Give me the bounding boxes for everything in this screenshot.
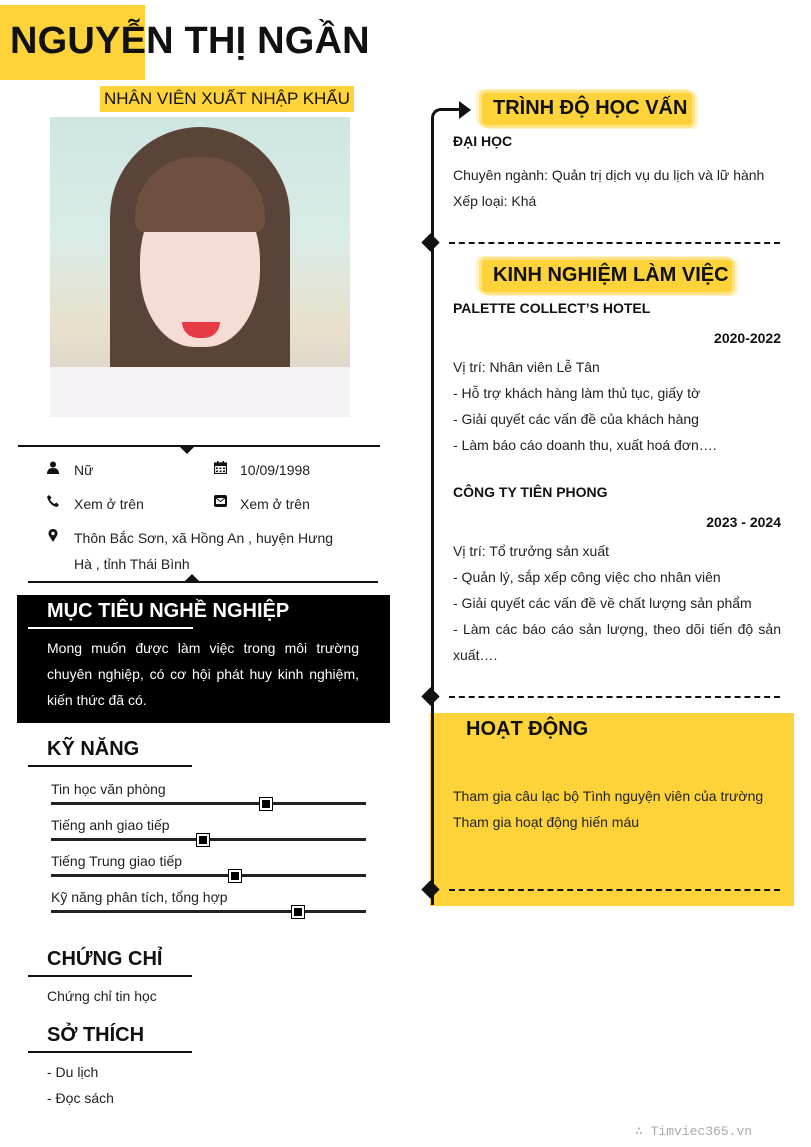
map-marker-icon bbox=[46, 529, 60, 543]
job-duty: - Làm các báo cáo sản lượng, theo dõi tiến độ sản xuất…. bbox=[453, 621, 781, 663]
job-position: Vị trí: Nhân viên Lễ Tân bbox=[453, 359, 600, 375]
certificates-title: CHỨNG CHỈ bbox=[47, 948, 163, 970]
skill-label: Tin học văn phòng bbox=[51, 781, 166, 797]
skill-level-marker bbox=[197, 834, 209, 846]
job-position: Vị trí: Tổ trưởng sản xuất bbox=[453, 543, 610, 559]
profile-photo bbox=[50, 117, 350, 417]
company-name: PALETTE COLLECT’S HOTEL bbox=[453, 300, 651, 316]
skills-underline bbox=[28, 765, 192, 767]
objective-underline bbox=[28, 627, 193, 629]
certificates-underline bbox=[28, 975, 192, 977]
skill-level-marker bbox=[229, 870, 241, 882]
activity-item: Tham gia hoạt động hiến máu bbox=[453, 814, 640, 830]
skill-bar bbox=[51, 802, 366, 805]
objective-section bbox=[17, 595, 390, 723]
dashed-separator bbox=[449, 889, 780, 891]
address-line-1: Thôn Bắc Sơn, xã Hồng An , huyện Hưng bbox=[74, 530, 334, 546]
job-duty: - Hỗ trợ khách hàng làm thủ tục, giấy tờ bbox=[453, 385, 701, 401]
envelope-icon bbox=[213, 495, 227, 509]
education-rank: Xếp loại: Khá bbox=[453, 193, 537, 209]
dashed-separator bbox=[449, 696, 780, 698]
experience-title: KINH NGHIỆM LÀM VIỆC bbox=[493, 264, 729, 286]
objective-text: Mong muốn được làm việc trong môi trường chuyên nghiệp, có cơ hội phát huy kinh nghiệm, kiến thức đã có. bbox=[47, 640, 359, 708]
activity-item: Tham gia câu lạc bộ Tình nguyện viên của trường bbox=[453, 788, 764, 804]
gender-value: Nữ bbox=[74, 462, 94, 478]
user-icon bbox=[46, 461, 60, 475]
job-title: NHÂN VIÊN XUẤT NHẬP KHẨU bbox=[100, 86, 354, 112]
job-period: 2023 - 2024 bbox=[706, 514, 781, 530]
skill-label: Kỹ năng phân tích, tổng hợp bbox=[51, 889, 228, 905]
hobby-item: - Du lịch bbox=[47, 1064, 99, 1080]
address-line-2: Hà , tỉnh Thái Bình bbox=[74, 556, 190, 572]
objective-title: MỤC TIÊU NGHỀ NGHIỆP bbox=[47, 600, 290, 622]
phone-value: Xem ở trên bbox=[74, 496, 144, 512]
company-name: CÔNG TY TIÊN PHONG bbox=[453, 484, 608, 500]
watermark: ∴ Timviec365.vn bbox=[635, 1124, 753, 1139]
triangle-down-icon bbox=[179, 446, 195, 454]
diamond-icon bbox=[421, 233, 439, 251]
hobbies-title: SỞ THÍCH bbox=[47, 1024, 145, 1046]
job-duty: - Làm báo cáo doanh thu, xuất hoá đơn…. bbox=[453, 437, 717, 453]
certificate-item: Chứng chỉ tin học bbox=[47, 988, 157, 1004]
skill-level-marker bbox=[260, 798, 272, 810]
hobbies-underline bbox=[28, 1051, 192, 1053]
hobby-item: - Đọc sách bbox=[47, 1090, 114, 1106]
calendar-icon bbox=[213, 461, 227, 475]
candidate-name: NGUYỄN THỊ NGẦN bbox=[10, 20, 370, 62]
skills-title: KỸ NĂNG bbox=[47, 738, 140, 760]
skill-label: Tiếng anh giao tiếp bbox=[51, 817, 170, 833]
job-duty: - Giải quyết các vấn đề về chất lượng sản phẩm bbox=[453, 595, 752, 611]
triangle-up-icon bbox=[184, 574, 200, 582]
education-title: TRÌNH ĐỘ HỌC VẤN bbox=[493, 97, 688, 119]
arrow-right-icon bbox=[459, 101, 471, 119]
diamond-icon bbox=[421, 687, 439, 705]
education-level: ĐẠI HỌC bbox=[453, 133, 513, 149]
skill-bar bbox=[51, 874, 366, 877]
email-value: Xem ở trên bbox=[240, 496, 310, 512]
skill-label: Tiếng Trung giao tiếp bbox=[51, 853, 183, 869]
job-duty: - Quản lý, sắp xếp công việc cho nhân viên bbox=[453, 569, 721, 585]
education-major: Chuyên ngành: Quản trị dịch vụ du lịch và lữ hành bbox=[453, 167, 765, 183]
job-duty: - Giải quyết các vấn đề của khách hàng bbox=[453, 411, 699, 427]
skill-level-marker bbox=[292, 906, 304, 918]
phone-icon bbox=[46, 495, 60, 509]
info-divider-bottom bbox=[28, 581, 378, 583]
birthday-value: 10/09/1998 bbox=[240, 462, 311, 478]
dashed-separator bbox=[449, 242, 780, 244]
skill-bar bbox=[51, 910, 366, 913]
job-period: 2020-2022 bbox=[714, 330, 781, 346]
activities-title: HOẠT ĐỘNG bbox=[466, 718, 589, 740]
info-divider-top bbox=[18, 445, 380, 447]
